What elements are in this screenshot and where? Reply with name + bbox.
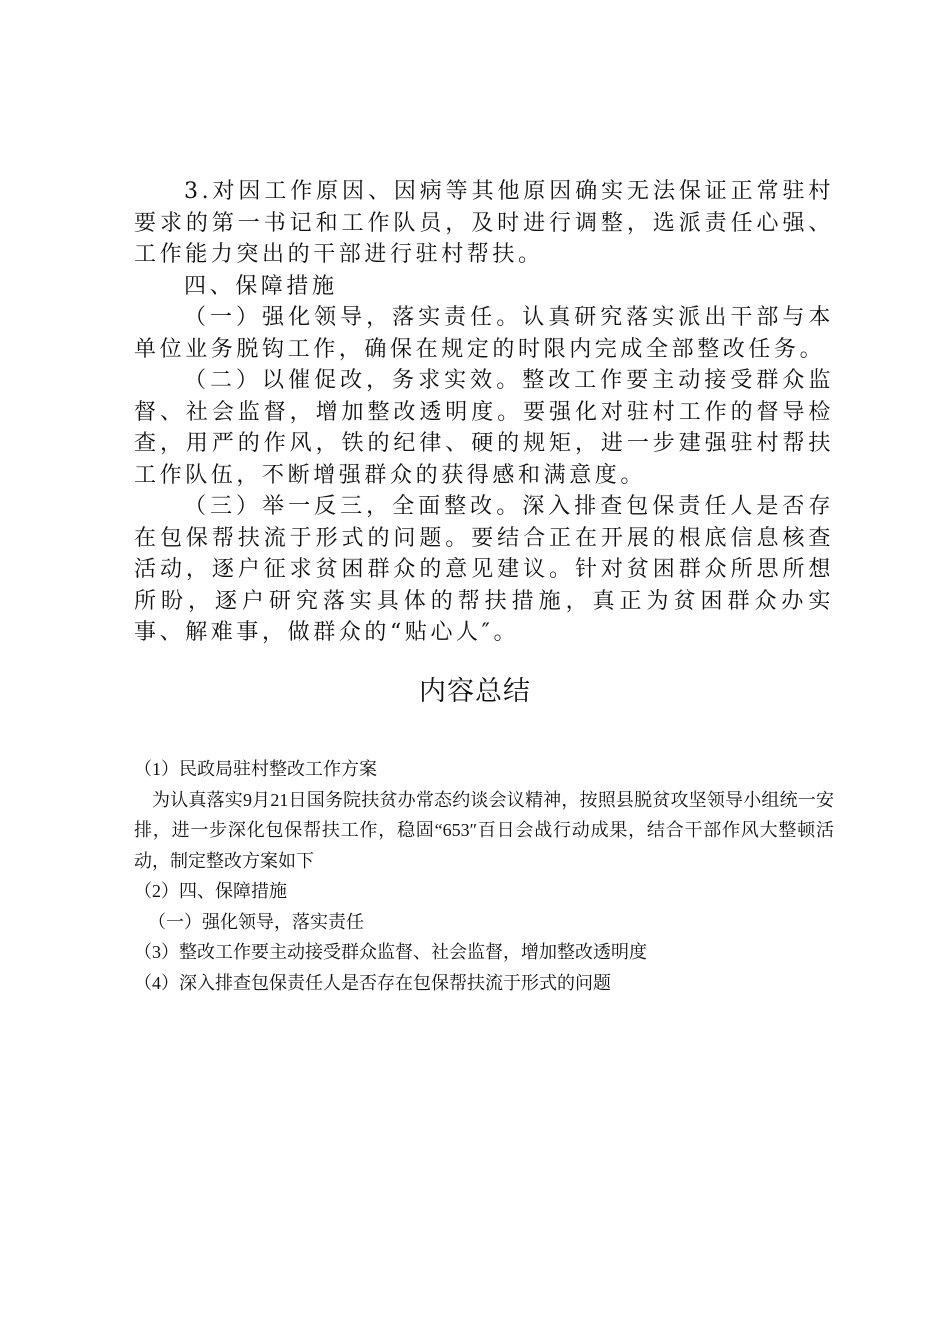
paragraph-supervision: （二）以催促改，务求实效。整改工作要主动接受群众监督、社会监督，增加整改透明度。要强化对驻村工作的督导检查，用严的作风，铁的纪律、硬的规矩，进一步建强驻村帮扶工作队伍，不断增强群众的获得感和满意度。 [134, 368, 834, 488]
summary-title: 内容总结 [419, 676, 531, 707]
summary-item: （3）整改工作要主动接受群众监督、社会监督，增加整改透明度 [134, 942, 647, 962]
summary-item: （2）四、保障措施 [134, 881, 287, 901]
summary-item: 为认真落实9月21日国务院扶贫办常态约谈会议精神，按照县脱贫攻坚领导小组统一安排，进一步深化包保帮扶工作，稳固“653″百日会战行动成果，结合干部作风大整顿活动，制定整改方案如下 [134, 789, 834, 871]
summary-item: （4）深入排查包保责任人是否存在包保帮扶流于形式的问题 [134, 972, 611, 993]
summary-item: （1）民政局驻村整改工作方案 [134, 759, 377, 779]
paragraph-comprehensive-rectification: （三）举一反三，全面整改。深入排查包保责任人是否存在包保帮扶流于形式的问题。要结合正在开展的根底信息核查活动，逐户征求贫困群众的意见建议。针对贫困群众所思所想所盼，逐户研究落实具体的帮扶措施，真正为贫困群众办实事、解难事，做群众的“贴心人″。 [134, 494, 834, 645]
body-text [134, 176, 834, 649]
summary-item: （一）强化领导，落实责任 [148, 911, 364, 932]
section-heading-safeguards: 四、保障措施 [184, 273, 338, 299]
summary-list [134, 754, 834, 998]
paragraph-leadership: （一）强化领导，落实责任。认真研究落实派出干部与本单位业务脱钩工作，确保在规定的时限内完成全部整改任务。 [134, 305, 834, 362]
paragraph-item-3: 3.对因工作原因、因病等其他原因确实无法保证正常驻村要求的第一书记和工作队员，及时进行调整，选派责任心强、工作能力突出的干部进行驻村帮扶。 [134, 179, 834, 267]
